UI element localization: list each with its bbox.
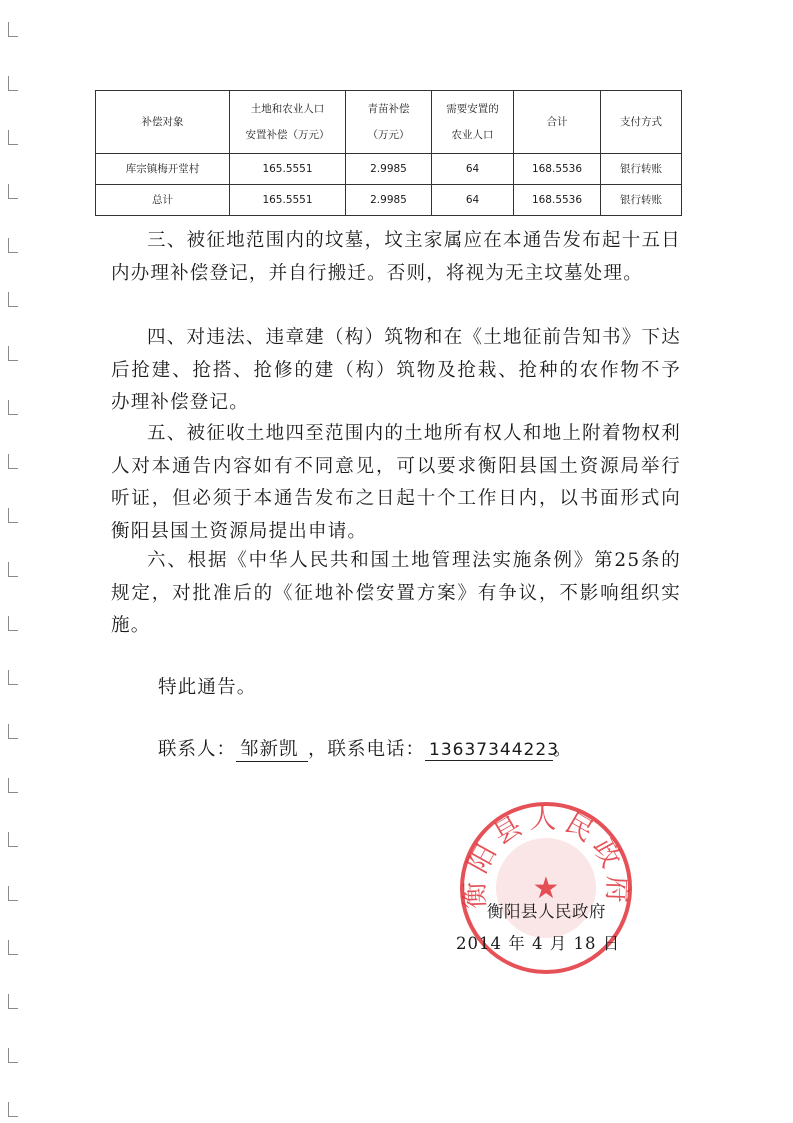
table-cell: 168.5536 — [514, 185, 601, 216]
binding-mark — [8, 346, 18, 361]
binding-mark — [8, 400, 18, 415]
binding-mark — [8, 22, 18, 37]
binding-mark — [8, 724, 18, 739]
table-cell: 168.5536 — [514, 154, 601, 185]
table-cell: 总计 — [96, 185, 230, 216]
issue-date: 2014 年 4 月 18 日 — [456, 934, 621, 953]
table-row — [96, 185, 682, 216]
table-cell: 165.5551 — [230, 185, 346, 216]
table-cell: 银行转账 — [601, 154, 682, 185]
contact-phone: 13637344223 — [425, 740, 553, 761]
binding-mark — [8, 508, 18, 523]
table-header-cell: 支付方式 — [601, 91, 682, 154]
paragraph-4: 四、对违法、违章建（构）筑物和在《土地征前告知书》下达后抢建、抢搭、抢修的建（构）筑物及抢栽、抢种的农作物不予办理补偿登记。 — [111, 327, 681, 413]
binding-mark — [8, 454, 18, 469]
table-header-cell: 土地和农业人口 安置补偿（万元） — [230, 91, 346, 154]
table-header-cell: 合计 — [514, 91, 601, 154]
table-cell: 64 — [432, 154, 514, 185]
binding-mark — [8, 832, 18, 847]
binding-mark — [8, 994, 18, 1009]
binding-marks — [8, 0, 28, 1123]
binding-mark — [8, 670, 18, 685]
notice-closing: 特此通告。 — [158, 677, 257, 698]
binding-mark — [8, 76, 18, 91]
table-cell: 库宗镇梅开堂村 — [96, 154, 230, 185]
svg-text:★: ★ — [532, 871, 560, 906]
paragraph-6: 六、根据《中华人民共和国土地管理法实施条例》第25条的规定，对批准后的《征地补偿安置方案》有争议，不影响组织实施。 — [111, 550, 681, 636]
contact-phone-label: ，联系电话： — [308, 739, 426, 760]
table-header-cell: 青苗补偿 （万元） — [346, 91, 432, 154]
table-header-cell: 需要安置的 农业人口 — [432, 91, 514, 154]
binding-mark — [8, 886, 18, 901]
table-row — [96, 154, 682, 185]
binding-mark — [8, 778, 18, 793]
table-cell: 165.5551 — [230, 154, 346, 185]
table-cell: 2.9985 — [346, 185, 432, 216]
table-header-row — [96, 91, 682, 154]
contact-person: 邹新凯 — [236, 735, 308, 762]
binding-mark — [8, 292, 18, 307]
svg-text:衡阳县人民政府: 衡阳县人民政府 — [459, 804, 633, 910]
paragraph-3: 三、被征地范围内的坟墓，坟主家属应在本通告发布起十五日内办理补偿登记，并自行搬迁。否则，将视为无主坟墓处理。 — [111, 230, 681, 284]
issuer-name: 衡阳县人民政府 — [487, 902, 606, 921]
binding-mark — [8, 238, 18, 253]
binding-mark — [8, 940, 18, 955]
table-cell: 64 — [432, 185, 514, 216]
contact-person-label: 联系人： — [158, 739, 237, 760]
binding-mark — [8, 562, 18, 577]
binding-mark — [8, 1102, 18, 1117]
contact-line — [158, 735, 573, 762]
paragraph-5: 五、被征收土地四至范围内的土地所有权人和地上附着物权利人对本通告内容如有不同意见，可以要求衡阳县国土资源局举行听证，但必须于本通告发布之日起十个工作日内，以书面形式向衡阳县国土资源局提出申请。 — [111, 423, 681, 542]
compensation-table — [95, 90, 682, 216]
binding-mark — [8, 184, 18, 199]
table-cell: 银行转账 — [601, 185, 682, 216]
table-header-cell: 补偿对象 — [96, 91, 230, 154]
binding-mark — [8, 1048, 18, 1063]
binding-mark — [8, 616, 18, 631]
contact-end: 。 — [553, 739, 573, 760]
binding-mark — [8, 130, 18, 145]
table-cell: 2.9985 — [346, 154, 432, 185]
